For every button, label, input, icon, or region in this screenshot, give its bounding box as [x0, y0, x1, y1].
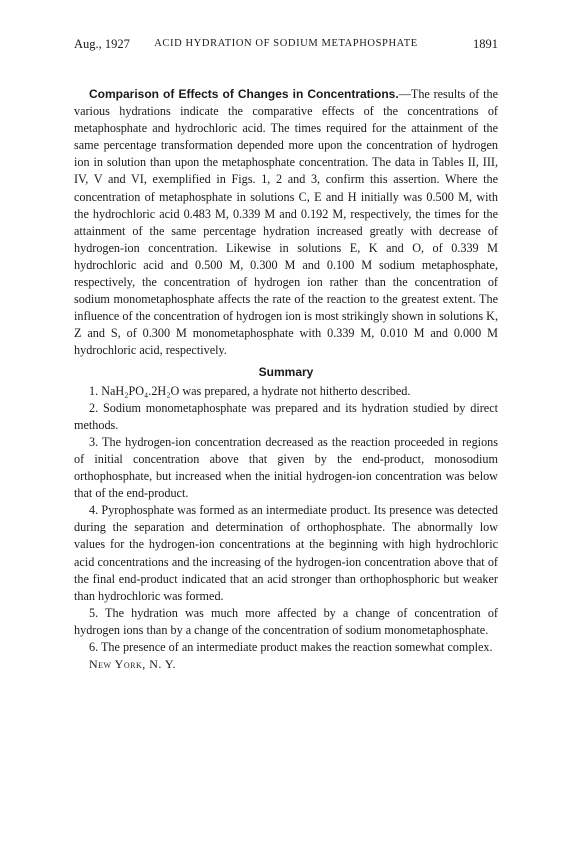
summary-item-2: 2. Sodium monometaphosphate was prepared and its hydration studied by direct methods.: [74, 400, 498, 432]
comparison-paragraph: [74, 86, 498, 360]
summary-item-6: 6. The presence of an intermediate product makes the reaction somewhat complex.: [89, 640, 493, 654]
article-body: [74, 86, 498, 673]
summary-item-5: 5. The hydration was much more affected by a change of concentration of hydrogen ions than by a change of the concentration of sodium monometaphosphate.: [74, 605, 498, 637]
summary-heading: Summary: [258, 364, 314, 379]
header-running-title: ACID HYDRATION OF SODIUM METAPHOSPHATE: [154, 38, 418, 49]
running-header: [74, 37, 498, 53]
comparison-heading: Comparison of Effects of Changes in Concentrations.: [89, 87, 399, 101]
header-date: Aug., 1927: [74, 37, 130, 51]
summary-item-4: 4. Pyrophosphate was formed as an intermediate product. Its presence was detected during the separation and determination of orthophosphate. The abnormally low values for the hydrogen-ion concentrations at the beginning with high hydrochloric acid concentrations and the increasing of the hydrogen-ion concentration above that of the final end-product indicated that an acid stronger than orthophosphoric but weaker than hydrochloric was formed.: [74, 503, 498, 603]
location-signature: New York, N. Y.: [89, 657, 177, 672]
summary-item-3: 3. The hydrogen-ion concentration decreased as the reaction proceeded in regions of initial concentration above that given by the end-product, monosodium orthophosphate, but increased when the initial hydrogen-ion concentration was below that of the end-product.: [74, 434, 498, 501]
summary-item-1: 1. NaH₂PO₄.2H₂O was prepared, a hydrate not hitherto described.: [89, 383, 411, 398]
comparison-text: —The results of the various hydrations indicate the comparative effects of the concentrations of metaphosphate and hydrochloric acid. The times required for the attainment of the same percentage transformation depended more upon the concentration of hydrogen ion in solution than upon the metaphosphate concentration. The data in Tables II, III, IV, V and VI, exemplified in Figs. 1, 2 and 3, confirm this assertion. Where the concentration of metaphosphate in solutions C, E and H initially was 0.500 M, with the hydrochloric acid 0.483 M, 0.339 M and 0.192 M, respectively, the times for the attainment of the same percentage hydration increased greatly with decrease of hydrogen-ion concentration. Likewise in solutions E, K and O, of 0.339 M hydrochloric acid and 0.500 M, 0.300 M and 0.100 M sodium metaphosphate, respectively, the concentration of hydrogen ion rather than the concentration of sodium monometaphosphate affects the rate of the reaction to the greatest extent. The influence of the concentration of hydrogen ion is most strikingly shown in solutions K, Z and S, of 0.300 M monometaphosphate with 0.339 M, 0.010 M and 0.000 M hydrochloric acid, respectively.: [74, 87, 498, 358]
header-page-number: 1891: [473, 37, 498, 51]
